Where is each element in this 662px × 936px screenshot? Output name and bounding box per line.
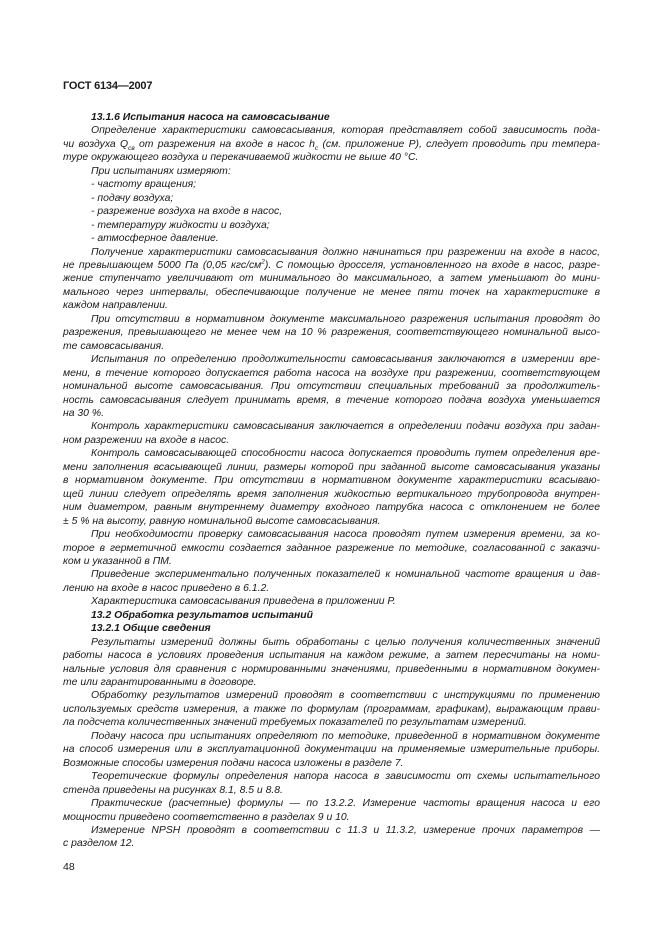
- text-line: Определение характеристики самовсасывания, которая представляет собой зависимость пода-: [91, 125, 600, 137]
- text-line: мального через интервалы, обеспечивающие получение не менее пяти точек на характеристике в: [63, 286, 600, 298]
- paragraph: [63, 797, 600, 824]
- list-item: [63, 178, 600, 191]
- text-line: - подачу воздуха;: [91, 192, 174, 204]
- paragraph: [63, 124, 600, 164]
- text-line: 13.2.1 Общие сведения: [91, 623, 211, 635]
- text-line: Возможные способы измерения подачи насоса изложены в разделе 7.: [63, 757, 404, 769]
- text-line: Практические (расчетные) формулы — по 13.2.2. Измерение частоты вращения насоса и его: [91, 798, 600, 810]
- list-item: [63, 219, 600, 232]
- paragraph: [63, 568, 600, 595]
- paragraph: [63, 770, 600, 797]
- text-line: ном разрежении на входе в насос.: [63, 434, 230, 446]
- text-line: 13.1.6 Испытания насоса на самовсасывание: [91, 112, 330, 123]
- text-line: на 30 %.: [63, 407, 104, 419]
- section-heading: [63, 111, 600, 124]
- text-line: Результаты измерений должны быть обработаны с целью получения количественных значений: [91, 636, 600, 648]
- text-line: 13.2 Обработка результатов испытаний: [91, 609, 313, 621]
- paragraph: [63, 730, 600, 770]
- paragraph: [63, 165, 600, 178]
- text-line: лению на входе в насос приведено в 6.1.2.: [63, 582, 270, 594]
- text-line: каждом направлении.: [63, 300, 168, 312]
- paragraph: [63, 353, 600, 420]
- text-line: ним диаметром, равным внутреннему диаметру входного патрубка насоса с отклонением не более: [63, 502, 600, 514]
- text-line: ность самовсасывания следует принимать время, в течение которого подача воздуха уменьшается: [63, 394, 600, 406]
- text-line: щей линии следует определять время заполнения жидкостью вертикального трубопровода внутрен-: [63, 488, 600, 500]
- text-line: стенда приведены на рисунках 8.1, 8.5 и 8.8.: [63, 784, 283, 796]
- paragraph: [63, 824, 600, 851]
- text-line: Контроль характеристики самовсасывания заключается в определении подачи воздуха при задан-: [91, 421, 600, 433]
- text-line: Получение характеристики самовсасывания должно начинаться при разрежении на входе в насос,: [91, 246, 600, 258]
- list-item: [63, 192, 600, 205]
- text-line: с разделом 12.: [63, 838, 135, 850]
- text-line: не превышающем 5000 Па (0,05 кгс/$см^2$). С помощью дросселя, установленного на входе в насос, разре-: [63, 258, 601, 271]
- text-line: туре окружающего воздуха и перекачиваемой жидкости не выше 40 °С.: [63, 152, 419, 164]
- text-line: в нормативном документе. При отсутствии в нормативном документе характеристики всасываю-: [63, 475, 600, 487]
- text-line: - частоту вращения;: [91, 179, 197, 191]
- text-line: Обработку результатов измерений проводят в соответствии с инструкциями по применению: [91, 690, 600, 702]
- section-heading: [63, 609, 600, 622]
- paragraph: [63, 595, 600, 608]
- paragraph: [63, 689, 600, 729]
- text-line: ла подсчета количественных значений требуемых показателей по результатам измерений.: [63, 717, 527, 729]
- text-line: ком и указанной в ПМ.: [63, 555, 172, 567]
- text-line: Измерение NPSH проводят в соответствии с 11.3 и 11.3.2, измерение прочих параметров —: [91, 825, 600, 837]
- text-line: - атмосферное давление.: [91, 233, 219, 245]
- text-line: Приведение экспериментально полученных показателей к номинальной частоте вращения и дав-: [91, 569, 600, 581]
- text-line: Испытания по определению продолжительности самовсасывания заключаются в измерении вре-: [91, 354, 600, 366]
- text-line: те самовсасывания.: [63, 340, 165, 352]
- text-line: мощности приведено соответственно в разделах 9 и 10.: [63, 811, 350, 823]
- text-line: - температуру жидкости и воздуха;: [91, 219, 270, 231]
- text-line: - разрежение воздуха на входе в насос,: [91, 206, 283, 218]
- text-line: мени, в течение которого допускается работа насоса на воздухе при разрежении, соответствующем: [63, 367, 600, 379]
- text-line: чи воздуха $Q_{св}$ от разрежения на входе в насос $h_с$ (см. приложение Р), следует проводить при темпера-: [63, 138, 600, 152]
- text-line: При необходимости проверку самовсасывания насоса проводят путем измерения времени, за ко-: [91, 529, 600, 541]
- text-line: используемых средств измерения, а также по формулам (программам, графикам), выражающим прави-: [63, 703, 600, 715]
- document-header: ГОСТ 6134—2007: [63, 80, 153, 92]
- paragraph: [63, 528, 600, 568]
- text-line: мени заполнения всасывающей линии, размеры которой при заданной высоте самовсасывания указаны: [63, 461, 600, 473]
- text-line: разрежения, превышающего не менее чем на 10 % разрежения, соответствующего номинальной высо-: [63, 327, 600, 339]
- text-line: жение ступенчато увеличивают от минимального до максимального, а затем уменьшают до мини-: [63, 273, 600, 285]
- text-line: работы насоса в условиях проведения испытания на каждом режиме, а затем пересчитаны на номи-: [63, 650, 600, 662]
- text-line: Подачу насоса при испытаниях определяют по методике, приведенной в нормативном документе: [91, 730, 600, 742]
- text-line: торое в герметичной емкости создается заданное разрежение по методике, согласованной с заказчи-: [63, 542, 600, 554]
- text-line: Характеристика самовсасывания приведена в приложении Р.: [91, 596, 396, 608]
- paragraph: [63, 636, 600, 690]
- text-line: на способ измерения или в эксплуатационной документации на применяемые измерительные приборы.: [63, 744, 600, 756]
- paragraph: [63, 447, 600, 528]
- text-line: Контроль самовсасывающей способности насоса допускается проводить путем определения вре-: [91, 448, 600, 460]
- text-line: нальные условия для сравнения с нормированными значениями, приведенными в нормативном докумен-: [63, 663, 600, 675]
- document-body: [63, 111, 600, 851]
- paragraph: [63, 246, 600, 313]
- paragraph: [63, 420, 600, 447]
- list-item: [63, 205, 600, 218]
- text-line: те или гарантированными в договоре.: [63, 677, 257, 689]
- text-line: При испытаниях измеряют:: [91, 165, 231, 177]
- paragraph: [63, 313, 600, 353]
- list-item: [63, 232, 600, 245]
- text-line: ± 5 % на высоту, равную номинальной высоте самовсасывания.: [63, 515, 381, 527]
- page-number: 48: [63, 861, 75, 873]
- section-heading: [63, 622, 600, 635]
- text-line: Теоретические формулы определения напора насоса в зависимости от схемы испытательного: [91, 771, 600, 783]
- text-line: При отсутствии в нормативном документе максимального разрежения испытания проводят до: [91, 313, 600, 325]
- text-line: номинальной высоте самовсасывания. При отсутствии специальных требований за продолжитель-: [63, 381, 600, 393]
